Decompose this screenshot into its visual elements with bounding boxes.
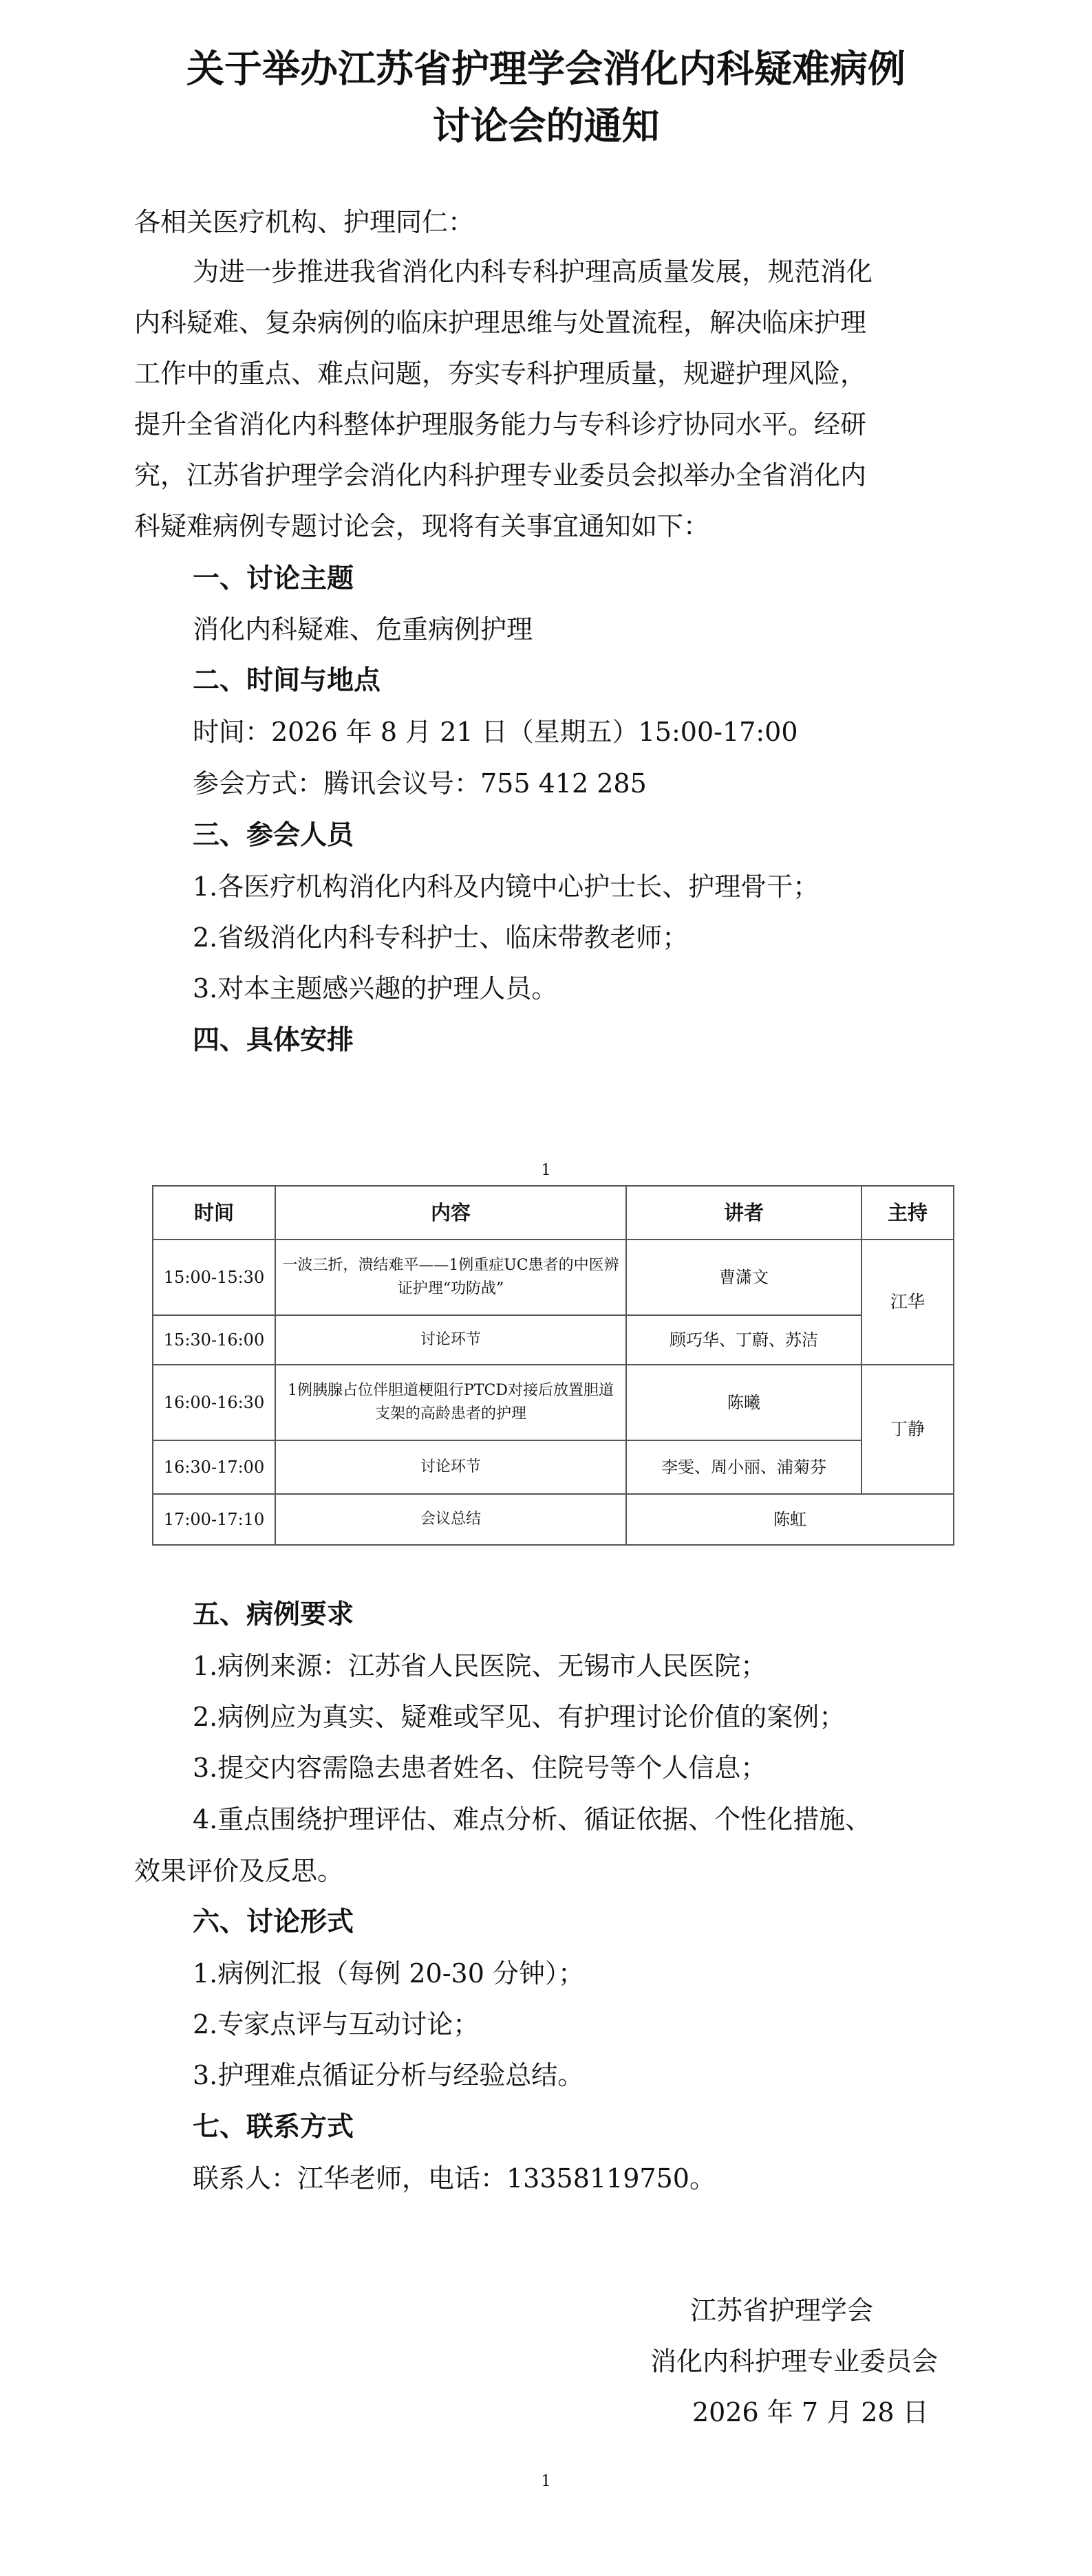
schedule-speaker: 顾巧华、丁蔚、苏洁: [626, 1315, 861, 1365]
schedule-speaker: 陈曦: [626, 1365, 861, 1440]
table-row: [153, 1315, 954, 1365]
intro-line: 科疑难病例专题讨论会，现将有关事宜通知如下：: [134, 511, 710, 541]
participant-item: 2.省级消化内科专科护士、临床带教老师；: [193, 922, 689, 953]
discussion-theme-text: 消化内科疑难、危重病例护理: [193, 614, 533, 645]
table-row: [153, 1440, 954, 1494]
requirement-item: 3.提交内容需隐去患者姓名、住院号等个人信息；: [193, 1753, 767, 1783]
requirement-item-continuation: 效果评价及反思。: [134, 1856, 344, 1886]
schedule-content: 1例胰腺占位伴胆道梗阻行PTCD对接后放置胆道支架的高龄患者的护理: [275, 1365, 626, 1440]
schedule-header-row: [153, 1186, 954, 1240]
document-title-line-2: 讨论会的通知: [432, 103, 660, 148]
meeting-method: 参会方式：腾讯会议号：755 412 285: [193, 768, 647, 799]
participant-item: 1.各医疗机构消化内科及内镜中心护士长、护理骨干；: [193, 872, 820, 902]
document-title-line-1: 关于举办江苏省护理学会消化内科疑难病例: [186, 46, 906, 91]
schedule-speaker: 李雯、周小丽、浦菊芬: [626, 1440, 861, 1494]
schedule-host: 江华: [861, 1240, 954, 1365]
schedule-content: 一波三折，溃结难平——1例重症UC患者的中医辨证护理“功防战”: [275, 1240, 626, 1315]
salutation: 各相关医疗机构、护理同仁：: [134, 207, 475, 237]
schedule-heading: 四、具体安排: [193, 1024, 354, 1056]
signature-organization: 江苏省护理学会: [690, 2295, 874, 2326]
schedule-speaker: 曹潇文: [626, 1240, 861, 1315]
participants-heading: 三、参会人员: [193, 819, 354, 851]
case-requirements-heading: 五、病例要求: [193, 1599, 354, 1630]
discussion-format-heading: 六、讨论形式: [193, 1906, 354, 1938]
time-column-header: 时间: [153, 1186, 275, 1240]
speaker-column-header: 讲者: [626, 1186, 861, 1240]
schedule-content: 会议总结: [275, 1494, 626, 1545]
schedule-time: 16:00-16:30: [153, 1365, 275, 1440]
contact-heading: 七、联系方式: [193, 2111, 354, 2143]
requirement-item: 1.病例来源：江苏省人民医院、无锡市人民医院；: [193, 1651, 767, 1681]
table-row: [153, 1240, 954, 1315]
signature-date: 2026 年 7 月 28 日: [692, 2397, 929, 2427]
table-page-marker: 1: [541, 1162, 551, 1179]
intro-line: 究，江苏省护理学会消化内科护理专业委员会拟举办全省消化内: [134, 460, 867, 490]
participant-item: 3.对本主题感兴趣的护理人员。: [193, 973, 558, 1004]
schedule-time: 16:30-17:00: [153, 1440, 275, 1494]
schedule-time: 15:00-15:30: [153, 1240, 275, 1315]
schedule-table: [152, 1185, 954, 1546]
requirement-item: 2.病例应为真实、疑难或罕见、有护理讨论价值的案例；: [193, 1702, 846, 1732]
intro-line: 提升全省消化内科整体护理服务能力与专科诊疗协同水平。经研: [134, 409, 867, 440]
schedule-content: 讨论环节: [275, 1440, 626, 1494]
content-column-header: 内容: [275, 1186, 626, 1240]
format-item: 1.病例汇报（每例 20-30 分钟）；: [193, 1958, 584, 1989]
table-row: [153, 1365, 954, 1440]
intro-line: 工作中的重点、难点问题，夯实专科护理质量，规避护理风险，: [134, 358, 867, 389]
schedule-speaker: 陈虹: [626, 1494, 954, 1545]
host-column-header: 主持: [861, 1186, 954, 1240]
footer-page-number: 1: [541, 2473, 551, 2490]
schedule-content: 讨论环节: [275, 1315, 626, 1365]
schedule-time: 17:00-17:10: [153, 1494, 275, 1545]
schedule-time: 15:30-16:00: [153, 1315, 275, 1365]
intro-line: 内科疑难、复杂病例的临床护理思维与处置流程，解决临床护理: [134, 307, 867, 338]
requirement-item: 4.重点围绕护理评估、难点分析、循证依据、个性化措施、: [193, 1804, 872, 1834]
time-location-heading: 二、时间与地点: [193, 664, 381, 696]
schedule-host: 丁静: [861, 1365, 954, 1494]
format-item: 3.护理难点循证分析与经验总结。: [193, 2060, 584, 2090]
format-item: 2.专家点评与互动讨论；: [193, 2009, 480, 2039]
signature-committee: 消化内科护理专业委员会: [650, 2346, 939, 2377]
intro-line: 为进一步推进我省消化内科专科护理高质量发展，规范消化: [193, 257, 873, 287]
meeting-time: 时间：2026 年 8 月 21 日（星期五）15:00-17:00: [193, 717, 798, 747]
discussion-theme-heading: 一、讨论主题: [193, 563, 354, 594]
contact-text: 联系人：江华老师，电话：13358119750。: [193, 2163, 716, 2194]
table-row: [153, 1494, 954, 1545]
